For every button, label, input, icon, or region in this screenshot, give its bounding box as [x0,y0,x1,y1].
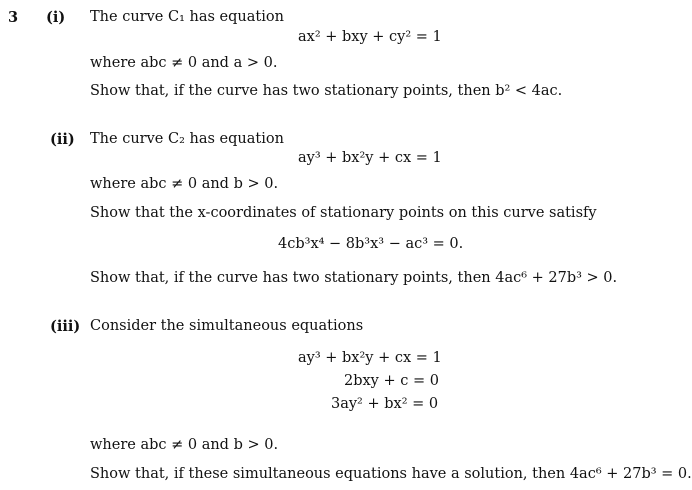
part-i-equation: ax² + bxy + cy² = 1 [298,29,442,45]
part-ii-condition: where abc ≠ 0 and b > 0. [90,176,279,192]
part-label-ii: (ii) [50,131,75,148]
part-ii-equation: ay³ + bx²y + cx = 1 [298,150,442,166]
part-label-i: (i) [46,9,66,26]
part-iii-intro: Consider the simultaneous equations [90,318,364,334]
part-i-intro: The curve C₁ has equation [90,9,284,25]
part-ii-intro: The curve C₂ has equation [90,131,284,147]
part-i-condition: where abc ≠ 0 and a > 0. [90,55,278,71]
question-number: 3 [8,9,19,26]
part-iii-condition: where abc ≠ 0 and b > 0. [90,437,279,453]
part-i-task: Show that, if the curve has two stationary points, then b² < 4ac. [90,83,563,99]
part-label-iii: (iii) [50,318,81,335]
part-ii-equation2: 4cb³x⁴ − 8b³x³ − ac³ = 0. [278,236,464,252]
part-ii-task1: Show that the x-coordinates of stationary points on this curve satisfy [90,205,597,221]
part-iii-task: Show that, if these simultaneous equations have a solution, then 4ac⁶ + 27b³ = 0. [90,466,692,482]
part-iii-equation-1: ay³ + bx²y + cx = 1 [298,350,442,366]
part-ii-task2: Show that, if the curve has two stationary points, then 4ac⁶ + 27b³ > 0. [90,270,618,286]
part-iii-equation-3: 3ay² + bx² = 0 [331,396,439,412]
part-iii-equation-2: 2bxy + c = 0 [344,373,439,389]
